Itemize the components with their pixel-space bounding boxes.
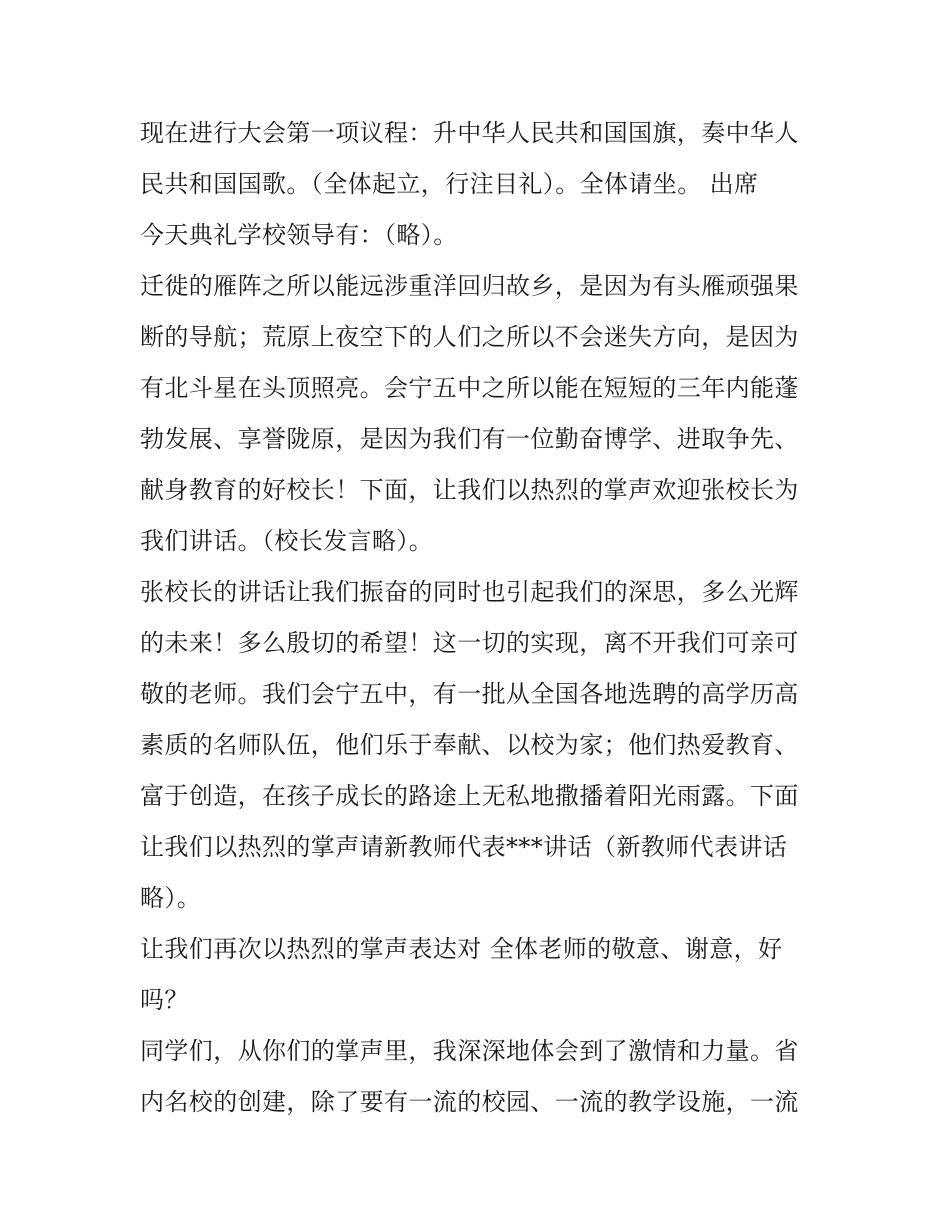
text-line: 略）。	[140, 884, 202, 912]
text-line: 今天典礼学校领导有：（略）。	[140, 221, 458, 249]
text-line: 勃发展、享誉陇原，是因为我们有一位勤奋博学、进取争先、	[140, 425, 799, 453]
text-line: 让我们以热烈的掌声请新教师代表***讲话（新教师代表讲话	[140, 833, 788, 861]
text-line: 的未来！多么殷切的希望！这一切的实现，离不开我们可亲可	[140, 629, 799, 657]
text-line: 富于创造，在孩子成长的路途上无私地撒播着阳光雨露。下面	[140, 782, 799, 810]
text-line: 素质的名师队伍，他们乐于奉献、以校为家；他们热爱教育、	[140, 731, 799, 759]
text-line: 献身教育的好校长！下面，让我们以热烈的掌声欢迎张校长为	[140, 476, 799, 504]
text-line: 民共和国国歌。（全体起立，行注目礼）。全体请坐。 出席	[140, 170, 759, 198]
text-line: 迁徙的雁阵之所以能远涉重洋回归故乡，是因为有头雁顽强果	[140, 272, 799, 300]
text-line: 现在进行大会第一项议程：升中华人民共和国国旗，奏中华人	[140, 119, 799, 147]
text-line: 有北斗星在头顶照亮。会宁五中之所以能在短短的三年内能蓬	[140, 374, 799, 402]
text-line: 敬的老师。我们会宁五中，有一批从全国各地选聘的高学历高	[140, 680, 799, 708]
text-line: 同学们，从你们的掌声里，我深深地体会到了激情和力量。省	[140, 1037, 799, 1065]
text-line: 内名校的创建，除了要有一流的校园、一流的教学设施，一流	[140, 1088, 799, 1116]
text-line: 让我们再次以热烈的掌声表达对 全体老师的敬意、谢意，好	[140, 935, 783, 963]
document-body	[140, 108, 820, 1128]
text-line: 我们讲话。（校长发言略）。	[140, 527, 434, 555]
text-line: 断的导航；荒原上夜空下的人们之所以不会迷失方向，是因为	[140, 323, 799, 351]
text-line: 吗？	[140, 986, 189, 1014]
text-line: 张校长的讲话让我们振奋的同时也引起我们的深思，多么光辉	[140, 578, 799, 606]
